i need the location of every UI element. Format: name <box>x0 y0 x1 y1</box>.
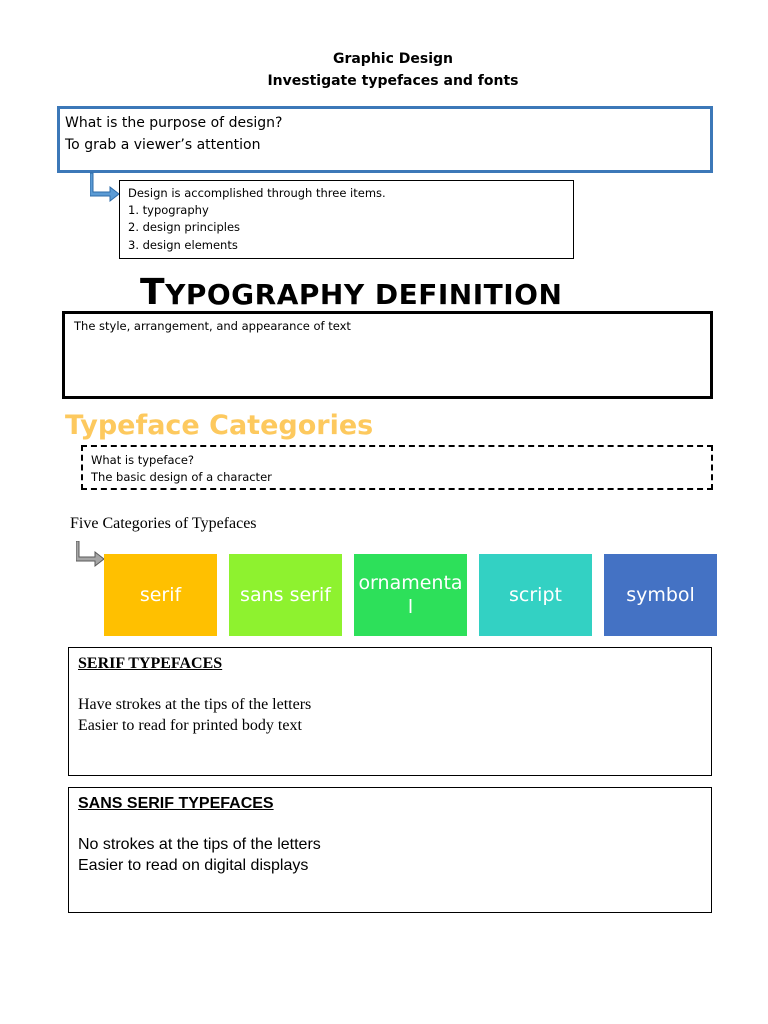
sans-box-line: Easier to read on digital displays <box>78 857 309 874</box>
typography-heading-initial: T <box>140 272 166 313</box>
sans-box-title: SANS SERIF TYPEFACES <box>78 795 274 812</box>
category-tile-serif[interactable]: serif <box>104 554 217 636</box>
typography-heading-rest: YPOGRAPHY DEFINITION <box>165 278 563 311</box>
purpose-box <box>57 106 713 173</box>
typeface-answer: The basic design of a character <box>91 470 272 484</box>
category-tile-symbol[interactable]: symbol <box>604 554 717 636</box>
typography-definition: The style, arrangement, and appearance of text <box>74 319 351 333</box>
typography-definition-box <box>62 311 713 399</box>
sans-box-line: No strokes at the tips of the letters <box>78 836 321 853</box>
document-subtitle: Investigate typefaces and fonts <box>267 73 519 89</box>
serif-typefaces-box <box>68 647 712 776</box>
category-tile-ornamental[interactable]: ornamental <box>354 554 467 636</box>
category-tile-sans-serif[interactable]: sans serif <box>229 554 342 636</box>
document-title: Graphic Design <box>332 51 454 67</box>
serif-box-title: SERIF TYPEFACES <box>78 655 223 672</box>
serif-box-line: Have strokes at the tips of the letters <box>78 696 312 713</box>
design-items-box <box>119 180 574 259</box>
typography-heading <box>140 273 562 315</box>
typeface-question-box <box>81 445 713 490</box>
design-items-intro: Design is accomplished through three items. <box>128 186 386 200</box>
elbow-arrow-right-icon <box>90 172 122 202</box>
category-tile-script[interactable]: script <box>479 554 592 636</box>
purpose-question: What is the purpose of design? <box>65 115 283 131</box>
purpose-answer: To grab a viewer’s attention <box>65 137 261 153</box>
sans-serif-typefaces-box <box>68 787 712 913</box>
design-item: 1. typography <box>128 203 209 218</box>
design-item: 2. design principles <box>128 220 241 235</box>
design-item: 3. design elements <box>128 237 238 252</box>
five-categories-label: Five Categories of Typefaces <box>70 515 257 532</box>
serif-box-line: Easier to read for printed body text <box>78 717 302 734</box>
typeface-question: What is typeface? <box>91 453 195 467</box>
typeface-categories-heading: Typeface Categories <box>65 410 374 441</box>
elbow-arrow-right-icon <box>76 541 106 569</box>
